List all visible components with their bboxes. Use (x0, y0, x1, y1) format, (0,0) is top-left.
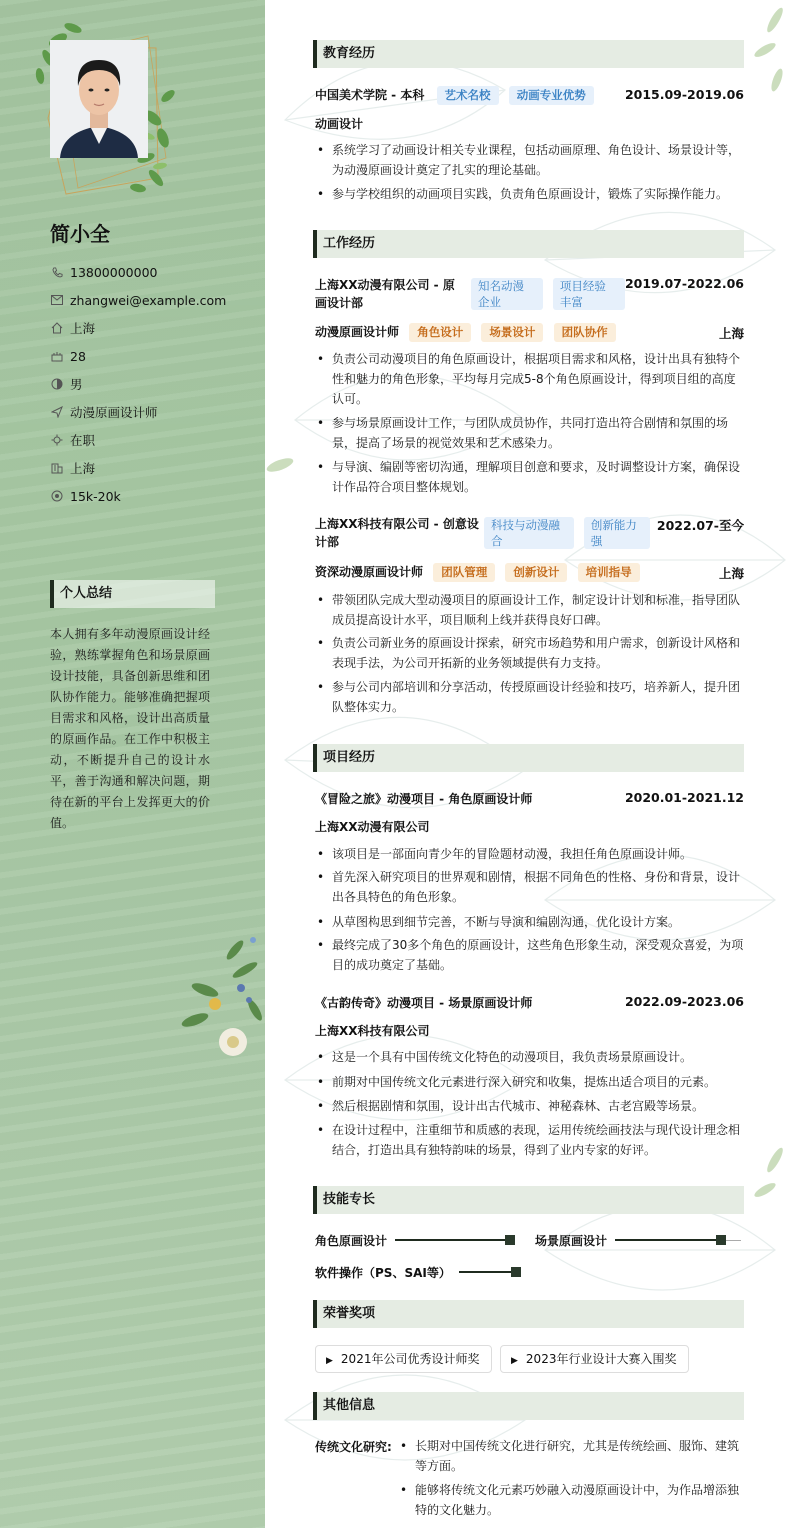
info-text: 男 (70, 377, 83, 392)
project-company: 上海XX科技有限公司 (315, 1024, 430, 1038)
info-text: zhangwei@example.com (70, 292, 227, 308)
skills-section-title: 技能专长 (313, 1186, 744, 1214)
tag-line: 企业 (478, 295, 501, 309)
tag: 团队管理 (433, 563, 495, 582)
info-text: 上海 (70, 321, 96, 336)
awards-section-title: 荣誉奖项 (313, 1300, 744, 1328)
list-item: • 然后根据剧情和氛围，设计出古代城市、神秘森林、古老宫殿等场景。 (315, 1096, 744, 1116)
tag-line: 合 (491, 534, 503, 548)
gender-icon (50, 377, 64, 391)
email-icon (50, 293, 64, 307)
list-item: • 带领团队完成大型动漫项目的原画设计工作，制定设计计划和标准，指导团队成员提高设计水平，项目顺利上线并获得良好口碑。 (315, 590, 744, 630)
tag: 艺术名校 (437, 86, 499, 105)
education-major: 动画设计 (315, 117, 364, 131)
info-email (50, 286, 226, 314)
job-date: 2022.07-至今 (656, 518, 744, 533)
award-text: 2023年行业设计大赛入围奖 (525, 1352, 677, 1366)
skill-level-bar (615, 1239, 722, 1241)
skill-name: 场景原画设计 (535, 1234, 608, 1248)
tag (553, 278, 625, 310)
info-text: 13800000000 (70, 264, 158, 280)
main-content (265, 0, 794, 1528)
info-phone (50, 258, 226, 286)
project-date: 2022.09-2023.06 (624, 994, 744, 1009)
home-icon (50, 321, 64, 335)
tag-line: 丰富 (559, 295, 583, 309)
tag-line: 知名动漫 (478, 279, 524, 293)
job-tags (471, 278, 625, 310)
skill-track (459, 1272, 517, 1273)
skill-track (615, 1240, 741, 1241)
other-section-title: 其他信息 (313, 1392, 744, 1420)
list-item: • 负责公司新业务的原画设计探索，研究市场趋势和用户需求，创新设计风格和表现手法，为公司开拓新的业务领域提供有力支持。 (315, 633, 744, 673)
tag: 创新设计 (505, 563, 567, 582)
project-name: 《冒险之旅》动漫项目 - 角色原画设计师 (315, 792, 533, 806)
contact-info-list (50, 258, 226, 510)
award-text: 2021年公司优秀设计师奖 (340, 1352, 480, 1366)
company-line: 上海XX科技有限公司 - 创意设 (315, 517, 479, 531)
tag-line: 科技与动漫融 (491, 518, 560, 532)
job-city: 上海 (718, 326, 744, 341)
status-icon (50, 433, 64, 447)
skill-level-bar (459, 1271, 517, 1273)
profile-photo (50, 40, 148, 158)
tag: 团队协作 (554, 323, 616, 342)
list-item: • 参与公司内部培训和分享活动，传授原画设计经验和技巧，培养新人，提升团队整体实力。 (315, 677, 744, 717)
other-label: 传统文化研究: (315, 1440, 392, 1454)
tag (471, 278, 543, 310)
tag: 动画专业优势 (509, 86, 594, 105)
education-date: 2015.09-2019.06 (624, 87, 744, 102)
job-date: 2019.07-2022.06 (624, 276, 744, 291)
list-item: • 该项目是一部面向青少年的冒险题材动漫，我担任角色原画设计师。 (315, 844, 744, 864)
education-section-title: 教育经历 (313, 40, 744, 68)
job-company (315, 515, 485, 551)
play-icon: ▶ (326, 1356, 333, 1366)
info-city (50, 454, 226, 482)
play-icon: ▶ (511, 1356, 518, 1366)
info-text: 15k-20k (70, 488, 121, 504)
age-icon (50, 349, 64, 363)
project-company: 上海XX动漫有限公司 (315, 820, 430, 834)
info-position (50, 398, 226, 426)
tag-line: 项目经验 (559, 279, 606, 293)
list-item: • 首先深入研究项目的世界观和剧情，根据不同角色的性格、身份和背景，设计出各具特色的角色形象。 (315, 867, 744, 907)
skill-item (315, 1264, 517, 1281)
tag (484, 517, 574, 549)
school-name: 中国美术学院 - 本科 (315, 88, 425, 102)
job-tags (484, 517, 650, 549)
salary-icon (50, 489, 64, 503)
flower-decoration (175, 930, 265, 1060)
job-role-row (315, 563, 744, 582)
skill-track (395, 1240, 511, 1241)
projects-section-title: 项目经历 (313, 744, 744, 772)
list-item: • 最终完成了30多个角色的原画设计，这些角色形象生动，深受观众喜爱，为项目的成功奠定了基础。 (315, 935, 744, 975)
project-name: 《古韵传奇》动漫项目 - 场景原画设计师 (315, 996, 533, 1010)
job-city: 上海 (718, 566, 744, 581)
job-role: 资深动漫原画设计师 (315, 565, 424, 579)
job-company (315, 276, 475, 312)
company-line: 画设计部 (315, 296, 364, 310)
info-gender (50, 370, 226, 398)
company-line: 上海XX动漫有限公司 - 原 (315, 278, 455, 292)
sidebar (0, 0, 265, 1528)
list-item: • 在设计过程中，注重细节和质感的表现，运用传统绘画技法与现代设计理念相结合，打造出具有独特韵味的场景，得到了业内专家的好评。 (315, 1120, 744, 1160)
award-badge (315, 1345, 492, 1373)
list-item: • 从草图构思到细节完善，不断与导演和编剧沟通，优化设计方案。 (315, 912, 744, 932)
award-badge (500, 1345, 689, 1373)
info-text: 28 (70, 348, 86, 364)
list-item: • 能够将传统文化元素巧妙融入动漫原画设计中，为作品增添独特的文化魅力。 (398, 1480, 744, 1520)
building-icon (50, 461, 64, 475)
skill-item (315, 1232, 511, 1249)
info-text: 上海 (70, 461, 96, 476)
info-status (50, 426, 226, 454)
tag: 角色设计 (409, 323, 471, 342)
skill-item (535, 1232, 741, 1249)
list-item: • 负责公司动漫项目的角色原画设计，根据项目需求和风格，设计出具有独特个性和魅力的角色形象，平均每月完成5-8个角色原画设计，得到项目组的高度认可。 (315, 349, 744, 409)
work-section-title: 工作经历 (313, 230, 744, 258)
info-age (50, 342, 226, 370)
tag: 培训指导 (578, 563, 640, 582)
info-location (50, 314, 226, 342)
list-item: • 长期对中国传统文化进行研究，尤其是传统绘画、服饰、建筑等方面。 (398, 1436, 744, 1476)
skill-name: 软件操作（PS、SAI等） (315, 1266, 451, 1280)
candidate-name: 简小全 (50, 222, 110, 246)
info-text: 动漫原画设计师 (70, 405, 158, 420)
skill-level-bar (395, 1239, 511, 1241)
tag-line: 强 (590, 534, 603, 548)
tag-line: 创新能力 (590, 518, 637, 532)
list-item: • 系统学习了动画设计相关专业课程，包括动画原理、角色设计、场景设计等，为动漫原画设计奠定了扎实的理论基础。 (315, 140, 744, 180)
project-date: 2020.01-2021.12 (624, 790, 744, 805)
summary-title: 个人总结 (50, 580, 215, 608)
job-role: 动漫原画设计师 (315, 325, 400, 339)
info-salary (50, 482, 226, 510)
list-item: • 参与场景原画设计工作，与团队成员协作，共同打造出符合剧情和氛围的场景，提高了场景的视觉效果和艺术感染力。 (315, 413, 744, 453)
job-role-row (315, 323, 744, 342)
info-text: 在职 (70, 433, 96, 448)
list-item: • 与导演、编剧等密切沟通，理解项目创意和要求，及时调整设计方案，确保设计作品符合项目整体规划。 (315, 457, 744, 497)
list-item: • 这是一个具有中国传统文化特色的动漫项目，我负责场景原画设计。 (315, 1047, 744, 1067)
list-item: • 参与学校组织的动画项目实践，负责角色原画设计，锻炼了实际操作能力。 (315, 184, 744, 204)
company-line: 计部 (315, 535, 340, 549)
tag: 场景设计 (481, 323, 543, 342)
tag (584, 517, 650, 549)
summary-text: 本人拥有多年动漫原画设计经验，熟练掌握角色和场景原画设计技能，具备创新思维和团队协作能力。能够准确把握项目需求和风格，设计出高质量的原画作品。在工作中积极主动，不断提升自己的设计水平，善于沟通和解决问题，期待在新的平台上发挥更大的价值。 (50, 627, 210, 830)
phone-icon (50, 265, 64, 279)
skill-name: 角色原画设计 (315, 1234, 388, 1248)
send-icon (50, 405, 64, 419)
list-item: • 前期对中国传统文化元素进行深入研究和收集，提炼出适合项目的元素。 (315, 1072, 744, 1092)
